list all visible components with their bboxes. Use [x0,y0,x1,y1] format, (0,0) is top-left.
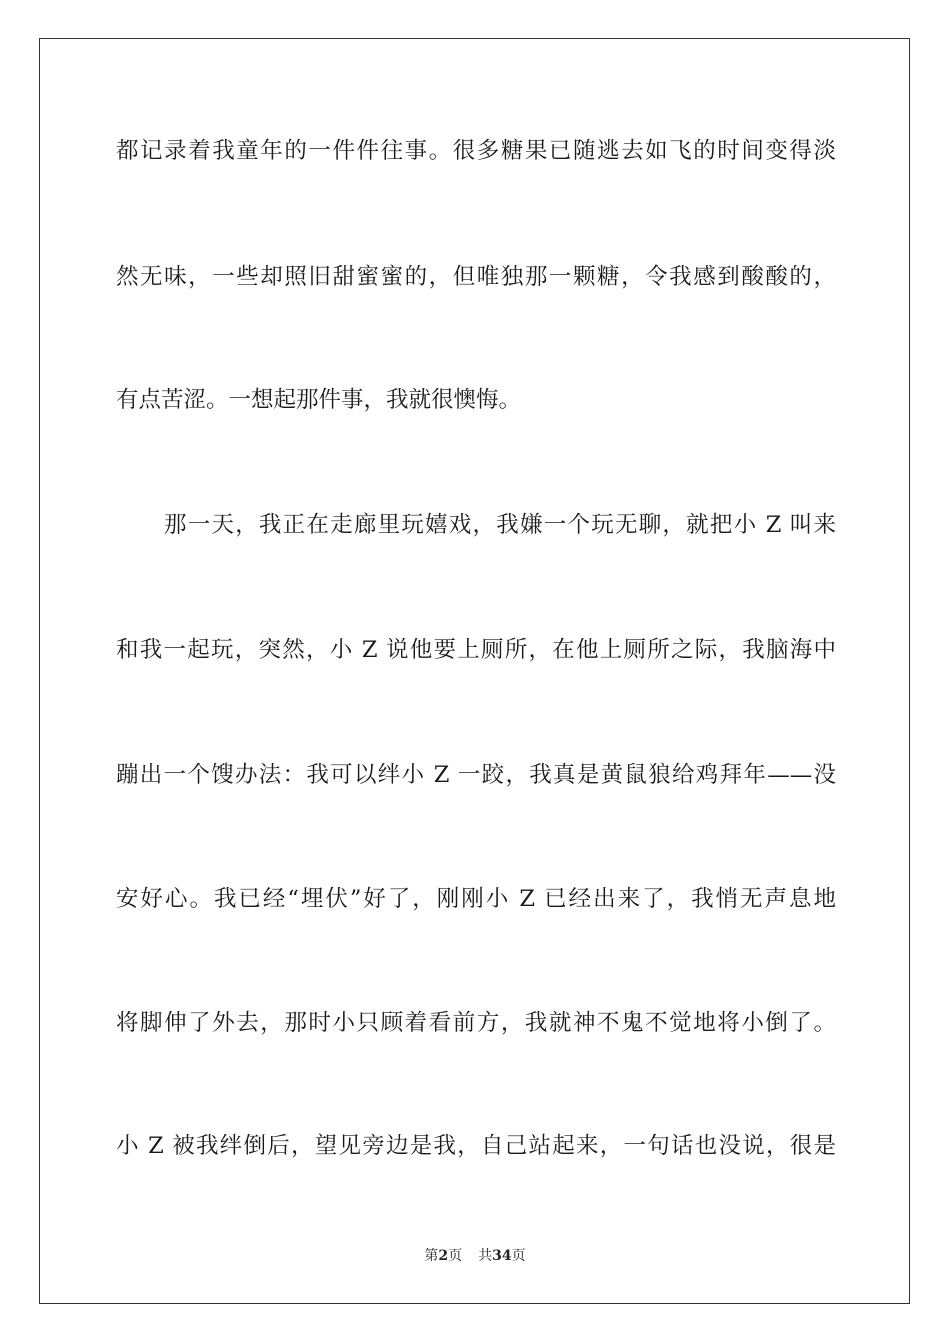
total-pages: 34 [492,1248,512,1264]
total-suffix: 页 [511,1248,526,1264]
text-line-3: 有点苦涩。一想起那件事，我就很懊悔。 [116,387,522,413]
page-suffix: 页 [448,1248,463,1264]
page-footer [0,1247,950,1265]
text-line-2: 然无味，一些却照旧甜蜜蜜的，但唯独那一颗糖，令我感到酸酸的， [116,264,836,290]
text-line-8: 将脚伸了外去，那时小只顾着看前方，我就神不鬼不觉地将小倒了。 [116,1010,836,1036]
text-line-7: 安好心。我已经“埋伏”好了，刚刚小 Z 已经出来了，我悄无声息地 [116,886,836,912]
page-border [39,38,910,1304]
page-number: 2 [438,1248,449,1264]
text-line-6: 蹦出一个馊办法：我可以绊小 Z 一跤，我真是黄鼠狼给鸡拜年——没 [116,762,836,788]
text-line-4: 那一天，我正在走廊里玩嬉戏，我嫌一个玩无聊，就把小 Z 叫来 [164,512,836,538]
text-line-1: 都记录着我童年的一件件往事。很多糖果已随逃去如飞的时间变得淡 [116,138,836,164]
total-prefix: 共 [478,1248,493,1264]
text-line-9: 小 Z 被我绊倒后，望见旁边是我，自己站起来，一句话也没说，很是 [116,1133,836,1159]
page-prefix: 第 [424,1248,439,1264]
text-line-5: 和我一起玩，突然，小 Z 说他要上厕所，在他上厕所之际，我脑海中 [116,637,836,663]
